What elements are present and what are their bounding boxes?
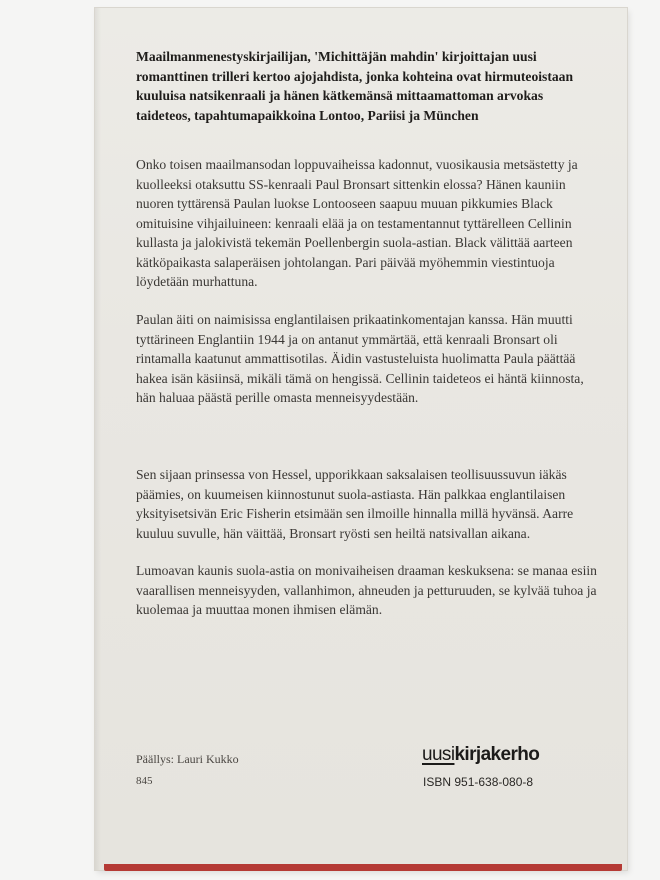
publisher-logo-uusi: uusi [422, 744, 455, 765]
cover-credit: Päällys: Lauri Kukko [136, 752, 239, 766]
spine-shadow [95, 8, 101, 870]
synopsis-paragraph-1: Onko toisen maailmansodan loppuvaiheissa kadonnut, vuosikausia metsästetty ja kuolleeksi otaksuttu SS-kenraali Paul Bronsart sittenkin elossa? Hänen kauniin nuoren tyttärensä Paulan luokse Lontooseen saapuu muuan pikkumies Black omituisine vihjailuineen: kenraali elää ja on testamentannut tyttärelleen Cellinin kullasta ja jalokivistä tekemän Poellenbergin suola-astian. Black välittää aarteen kätköpaikasta salaperäisen johtolangan. Pari päivää myöhemmin viestintuoja löydetään murhattuna. [136, 157, 578, 289]
synopsis-paragraph-3: Sen sijaan prinsessa von Hessel, upporikkaan saksalaisen teollisuussuvun iäkäs päämies, on kuumeisen kiinnostunut suola-astiasta. Hän palkkaa englantilaisen yksityisetsivän Eric Fisherin etsimään sen ilmoille hinnalla millä hyvänsä. Aarre kuuluu suvulle, hän väittää, Bronsart ryösti sen heiltä natsivallan aikana. [136, 467, 574, 541]
publisher-logo [422, 744, 539, 766]
isbn-number: ISBN 951-638-080-8 [423, 775, 534, 789]
synopsis-paragraph-2: Paulan äiti on naimisissa englantilaisen prikaatinkomentajan kanssa. Hän muutti tyttärineen Englantiin 1944 ja on antanut ymmärtää, että kenraali Bronsart oli rintamalla kaatunut ammattisotilas. Äidin vastusteluista huolimatta Paula päättää hakea isän käsiinsä, mikäli tämä on hengissä. Cellinin taideteos ei häntä kiinnosta, hän haluaa päästä perille omasta menneisyydestään. [136, 312, 584, 405]
red-bottom-edge [104, 864, 622, 871]
blurb-text: Maailmanmenestyskirjailijan, 'Michittäjän mahdin' kirjoittajan uusi romanttinen trilleri kertoo ajojahdista, jonka kohteina ovat hirmuteoistaan kuuluisa natsikenraali ja hänen kätkemänsä mittaamattoman arvokas taideteos, tapahtumapaikkoina Lontoo, Pariisi ja München [136, 49, 574, 123]
publisher-logo-kirjakerho: kirjakerho [454, 744, 540, 765]
synopsis-paragraph-4: Lumoavan kaunis suola-astia on monivaiheisen draaman keskuksena: se manaa esiin vaarallisen menneisyyden, vallanhimon, ahneuden ja petturuuden, se kylvää tuhoa ja kuolemaa ja muuttaa monen ihmisen elämän. [136, 563, 597, 617]
book-code: 845 [136, 775, 153, 787]
book-back-cover [95, 8, 627, 870]
